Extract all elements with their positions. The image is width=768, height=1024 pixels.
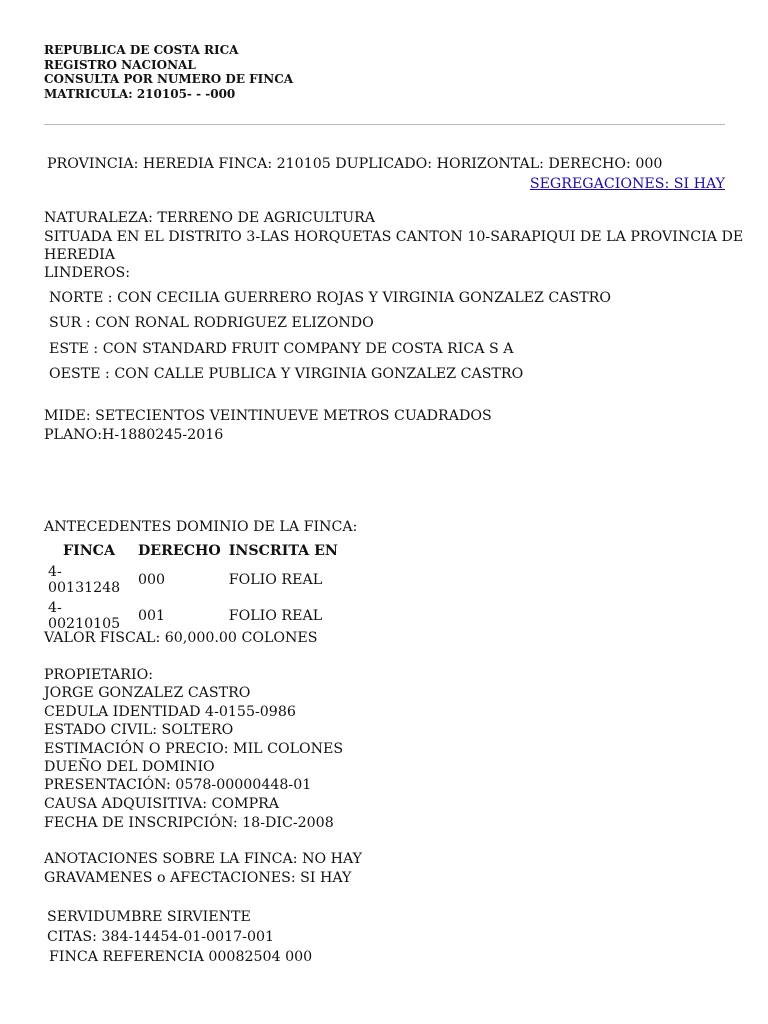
cell-derecho: 001 <box>138 608 166 624</box>
lindero-este: ESTE : CON STANDARD FRUIT COMPANY DE COSTA RICA S A <box>49 341 514 357</box>
situada-text-line1: SITUADA EN EL DISTRITO 3-LAS HORQUETAS CANTON 10-SARAPIQUI DE LA PROVINCIA DE <box>44 229 744 245</box>
plano-text: PLANO:H-1880245-2016 <box>44 427 224 443</box>
linderos-label: LINDEROS: <box>44 265 130 281</box>
antecedentes-title: ANTECEDENTES DOMINIO DE LA FINCA: <box>44 519 358 535</box>
segregaciones-link[interactable]: SEGREGACIONES: SI HAY <box>529 176 725 192</box>
header-line-matricula: MATRICULA: 210105- - -000 <box>44 86 236 101</box>
finca-summary: PROVINCIA: HEREDIA FINCA: 210105 DUPLICADO: HORIZONTAL: DERECHO: 000 <box>47 156 663 172</box>
header-line-consulta: CONSULTA POR NUMERO DE FINCA <box>44 72 294 86</box>
table-row <box>44 562 342 598</box>
header-line-republica: REPUBLICA DE COSTA RICA <box>44 43 239 57</box>
cell-finca: 4-00210105 <box>48 600 121 632</box>
cell-inscrita: FOLIO REAL <box>228 572 323 588</box>
lindero-oeste: OESTE : CON CALLE PUBLICA Y VIRGINIA GONZALEZ CASTRO <box>49 366 524 382</box>
servidumbre-referencia: FINCA REFERENCIA 00082504 000 <box>49 949 313 965</box>
lindero-sur: SUR : CON RONAL RODRIGUEZ ELIZONDO <box>49 315 374 331</box>
cell-finca: 4-00131248 <box>48 564 121 596</box>
lindero-norte: NORTE : CON CECILIA GUERRERO ROJAS Y VIRGINIA GONZALEZ CASTRO <box>49 290 611 306</box>
propietario-fecha: FECHA DE INSCRIPCIÓN: 18-DIC-2008 <box>44 815 334 831</box>
antecedentes-table <box>44 539 342 634</box>
cell-derecho: 000 <box>138 572 166 588</box>
gravamenes-text: GRAVAMENES o AFECTACIONES: SI HAY <box>44 870 352 886</box>
propietario-cedula: CEDULA IDENTIDAD 4-0155-0986 <box>44 704 296 720</box>
column-header-finca: FINCA <box>63 542 115 559</box>
propietario-label: PROPIETARIO: <box>44 667 153 683</box>
servidumbre-citas: CITAS: 384-14454-01-0017-001 <box>47 929 275 945</box>
column-header-derecho: DERECHO <box>138 542 221 559</box>
propietario-dueno: DUEÑO DEL DOMINIO <box>44 759 215 775</box>
mide-text: MIDE: SETECIENTOS VEINTINUEVE METROS CUADRADOS <box>44 408 492 424</box>
header-divider <box>44 124 725 125</box>
table-header-row <box>44 539 342 562</box>
naturaleza-text: NATURALEZA: TERRENO DE AGRICULTURA <box>44 210 376 226</box>
propietario-presentacion: PRESENTACIÓN: 0578-00000448-01 <box>44 777 312 793</box>
valor-fiscal: VALOR FISCAL: 60,000.00 COLONES <box>44 630 318 646</box>
propietario-estimacion: ESTIMACIÓN O PRECIO: MIL COLONES <box>44 741 344 757</box>
header-line-registro: REGISTRO NACIONAL <box>44 57 196 72</box>
anotaciones-text: ANOTACIONES SOBRE LA FINCA: NO HAY <box>44 851 363 867</box>
propietario-nombre: JORGE GONZALEZ CASTRO <box>44 685 251 701</box>
cell-inscrita: FOLIO REAL <box>228 608 323 624</box>
column-header-inscrita: INSCRITA EN <box>228 542 338 559</box>
propietario-estado-civil: ESTADO CIVIL: SOLTERO <box>44 722 234 738</box>
servidumbre-titulo: SERVIDUMBRE SIRVIENTE <box>47 909 251 925</box>
propietario-causa: CAUSA ADQUISITIVA: COMPRA <box>44 796 280 812</box>
situada-text-line2: HEREDIA <box>44 247 115 263</box>
